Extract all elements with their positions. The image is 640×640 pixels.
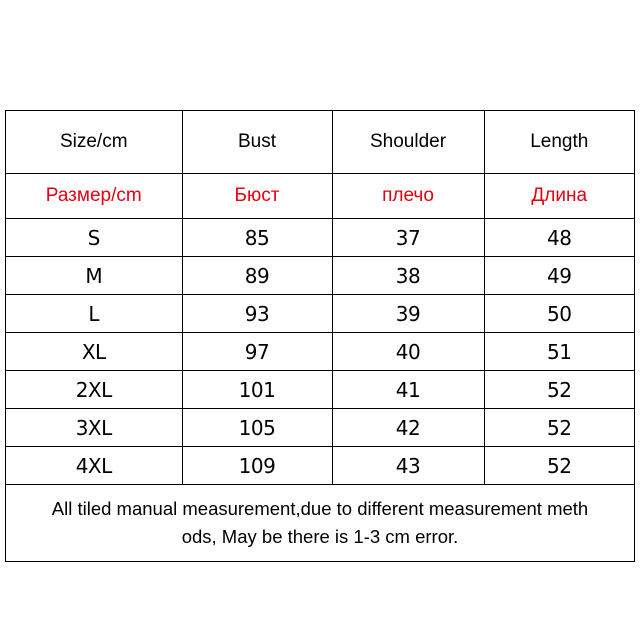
header-size: Size/cm <box>6 111 182 174</box>
cell-bust: 105 <box>182 409 332 447</box>
cell-bust: 109 <box>182 447 332 485</box>
cell-shoulder: 41 <box>332 371 484 409</box>
cell-bust: 101 <box>182 371 332 409</box>
size-chart <box>5 110 635 562</box>
table-row <box>6 447 634 485</box>
cell-shoulder: 39 <box>332 295 484 333</box>
header-size-ru: Размер/cm <box>6 174 182 219</box>
cell-shoulder: 40 <box>332 333 484 371</box>
cell-size: 4XL <box>6 447 182 485</box>
cell-size: 2XL <box>6 371 182 409</box>
header-shoulder: Shoulder <box>332 111 484 174</box>
size-table <box>6 111 634 561</box>
cell-bust: 89 <box>182 257 332 295</box>
table-row <box>6 257 634 295</box>
header-length-ru: Длина <box>484 174 634 219</box>
note-line-1: All tiled manual measurement,due to different measurement meth <box>51 498 589 519</box>
cell-shoulder: 42 <box>332 409 484 447</box>
cell-length: 50 <box>484 295 634 333</box>
cell-shoulder: 38 <box>332 257 484 295</box>
measurement-note <box>6 485 634 562</box>
table-row <box>6 219 634 257</box>
cell-bust: 93 <box>182 295 332 333</box>
header-shoulder-ru: плечо <box>332 174 484 219</box>
header-bust: Bust <box>182 111 332 174</box>
note-line-2: ods, May be there is 1-3 cm error. <box>181 526 459 547</box>
header-row-english <box>6 111 634 174</box>
cell-size: M <box>6 257 182 295</box>
cell-length: 52 <box>484 371 634 409</box>
table-row <box>6 409 634 447</box>
table-row <box>6 371 634 409</box>
cell-length: 52 <box>484 447 634 485</box>
table-row <box>6 295 634 333</box>
cell-size: L <box>6 295 182 333</box>
header-row-russian <box>6 174 634 219</box>
cell-bust: 85 <box>182 219 332 257</box>
cell-bust: 97 <box>182 333 332 371</box>
cell-shoulder: 37 <box>332 219 484 257</box>
cell-length: 52 <box>484 409 634 447</box>
cell-length: 48 <box>484 219 634 257</box>
cell-length: 49 <box>484 257 634 295</box>
table-row <box>6 333 634 371</box>
cell-shoulder: 43 <box>332 447 484 485</box>
cell-size: 3XL <box>6 409 182 447</box>
cell-size: S <box>6 219 182 257</box>
cell-size: XL <box>6 333 182 371</box>
note-row <box>6 485 634 562</box>
cell-length: 51 <box>484 333 634 371</box>
header-length: Length <box>484 111 634 174</box>
header-bust-ru: Бюст <box>182 174 332 219</box>
